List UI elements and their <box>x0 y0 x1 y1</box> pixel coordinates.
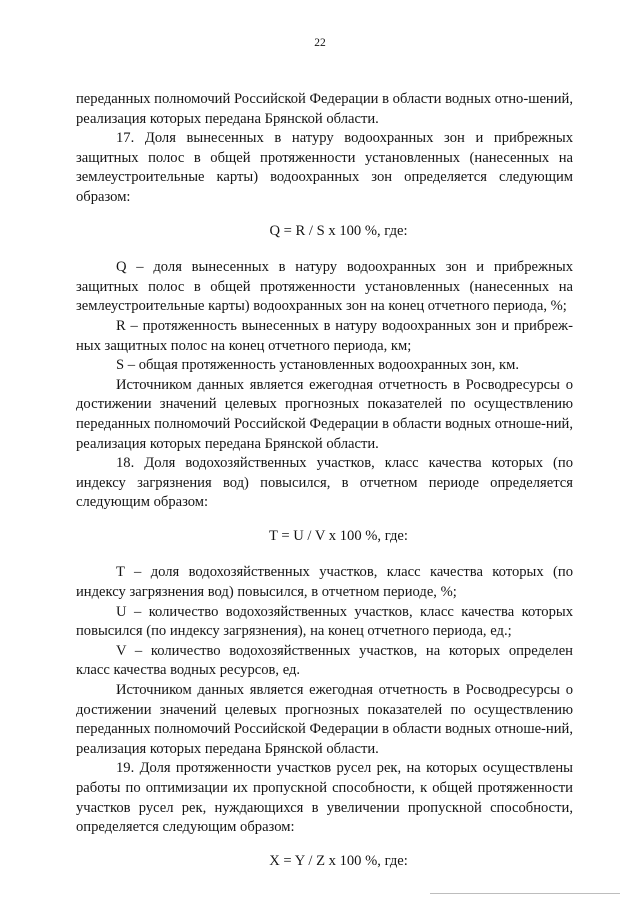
definition-v: V – количество водохозяйственных участков, на которых определен класс качества водных ресурсов, ед. <box>76 642 573 679</box>
formula-t: T = U / V x 100 %, где: <box>269 527 408 544</box>
definition-r: R – протяженность вынесенных в натуру водоохранных зон и прибреж-ных защитных полос на конец отчетного периода, км; <box>76 317 573 354</box>
definition-q: Q – доля вынесенных в натуру водоохранных зон и прибрежных защитных полос в общей протяженности установленных (нанесенных на землеустроительные карты) водоохранных зон на конец отчетного периода, %; <box>76 259 573 315</box>
paragraph-item-18: 18. Доля водохозяйственных участков, класс качества которых (по индексу загрязнения вод) повысился, в отчетном периоде определяется следующим образом: <box>76 455 573 511</box>
page-number: 22 <box>314 37 326 49</box>
definition-s: S – общая протяженность установленных водоохранных зон, км. <box>116 357 519 374</box>
paragraph-continuation: переданных полномочий Российской Федерации в области водных отно-шений, реализация которых передана Брянской области. <box>76 91 573 127</box>
paragraph-item-17: 17. Доля вынесенных в натуру водоохранных зон и прибрежных защитных полос в общей протяженности установленных (нанесенных на землеустроительные карты) водоохранных зон определяется следующим образом: <box>76 130 573 205</box>
document-body <box>76 90 573 871</box>
paragraph-item-19: 19. Доля протяженности участков русел рек, на которых осуществлены работы по оптимизации их пропускной способности, к общей протяженности участков русел рек, нуждающихся в увеличении пропускной способности, определяется следующим образом: <box>76 760 573 836</box>
definition-u: U – количество водохозяйственных участков, класс качества которых повысился (по индексу загрязнения), на конец отчетного периода, ед.; <box>76 603 573 640</box>
formula-q: Q = R / S x 100 %, где: <box>269 222 408 239</box>
data-source-paragraph: Источником данных является ежегодная отчетность в Росводресурсы о достижении значений целевых прогнозных показателей по осуществлению переданных полномочий Российской Федерации в области водных отноше-ний, реализация которых передана Брянской области. <box>76 682 573 757</box>
data-source-paragraph: Источником данных является ежегодная отчетность в Росводресурсы о достижении значений целевых прогнозных показателей по осуществлению переданных полномочий Российской Федерации в области водных отноше-ний, реализация которых передана Брянской области. <box>76 376 573 452</box>
formula-x: X = Y / Z x 100 %, где: <box>269 852 408 869</box>
footer-divider <box>430 893 620 894</box>
definition-t: T – доля водохозяйственных участков, класс качества которых (по индексу загрязнения вод) повысился, в отчетном периоде, %; <box>76 564 573 601</box>
